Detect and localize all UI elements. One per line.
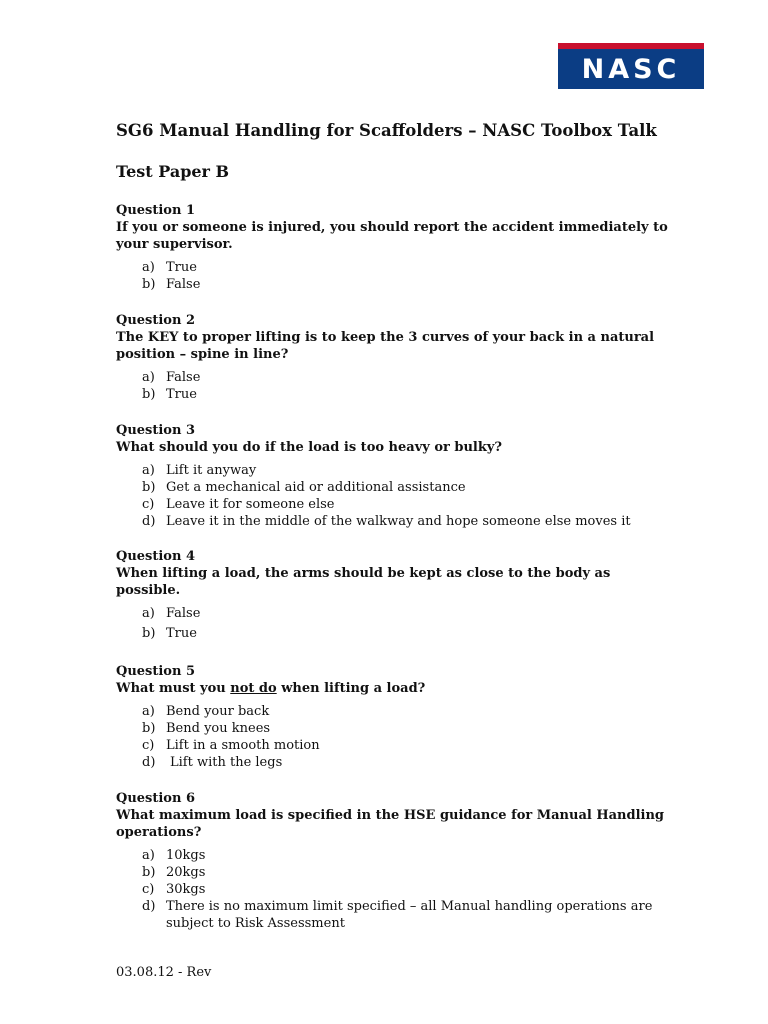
option-letter: a) (142, 848, 155, 863)
question-text-emphasis: not do (230, 681, 277, 696)
nasc-logo (558, 43, 704, 89)
option-letter: c) (142, 882, 155, 897)
question-text: What maximum load is specified in the HSE guidance for Manual Handling operations? (116, 808, 665, 840)
document-title: SG6 Manual Handling for Scaffolders – NASC Toolbox Talk (116, 121, 657, 140)
question-text-start: What must you (116, 681, 231, 696)
question-number: Question 2 (116, 313, 196, 328)
option (116, 496, 676, 513)
option (116, 737, 676, 754)
option-letter: a) (142, 463, 155, 478)
option (116, 703, 676, 720)
option (116, 881, 676, 898)
option (116, 369, 676, 386)
option-text: Lift it anyway (166, 463, 257, 478)
option-text: Get a mechanical aid or additional assistance (166, 480, 466, 495)
question-3 (116, 422, 676, 530)
option-letter: a) (142, 370, 155, 385)
option-letter: c) (142, 738, 155, 753)
option (116, 754, 676, 771)
option-text: False (166, 277, 201, 292)
option-letter: b) (142, 387, 156, 402)
option-text: 20kgs (166, 865, 206, 880)
question-5 (116, 663, 676, 771)
option-letter: b) (142, 626, 156, 641)
option (116, 720, 676, 737)
options-list (116, 462, 676, 530)
options-list (116, 605, 676, 642)
option-letter: b) (142, 865, 156, 880)
logo-text: NASC (581, 53, 681, 85)
option-letter: a) (142, 260, 155, 275)
option (116, 462, 676, 479)
option-text: False (166, 606, 201, 621)
option-text: True (166, 626, 197, 641)
option (116, 864, 676, 881)
option (116, 898, 676, 932)
footer-revision: 03.08.12 - Rev (116, 965, 212, 980)
question-number: Question 3 (116, 423, 196, 438)
options-list (116, 259, 676, 293)
option-text: True (166, 260, 197, 275)
question-text (116, 680, 676, 697)
option (116, 479, 676, 496)
option (116, 513, 676, 530)
option-text: There is no maximum limit specified – all Manual handling operations are subject to Risk Assessment (166, 899, 653, 931)
option-text: False (166, 370, 201, 385)
question-text: The KEY to proper lifting is to keep the 3 curves of your back in a natural position – spine in line? (116, 330, 655, 362)
option-letter: d) (142, 514, 156, 529)
option-letter: d) (142, 755, 156, 770)
option-text: Lift with the legs (170, 755, 283, 770)
question-number: Question 5 (116, 664, 196, 679)
option-letter: a) (142, 704, 155, 719)
question-text-end: when lifting a load? (276, 681, 426, 696)
option-text: Leave it for someone else (166, 497, 335, 512)
question-text: What should you do if the load is too heavy or bulky? (116, 440, 503, 455)
question-6 (116, 790, 676, 932)
option-letter: b) (142, 480, 156, 495)
option-text: Bend you knees (166, 721, 271, 736)
question-text: When lifting a load, the arms should be kept as close to the body as possible. (116, 566, 611, 598)
options-list (116, 369, 676, 403)
question-number: Question 1 (116, 203, 196, 218)
option (116, 625, 676, 642)
question-1 (116, 202, 676, 293)
question-4 (116, 548, 676, 642)
option-letter: b) (142, 721, 156, 736)
option (116, 259, 676, 276)
question-text: If you or someone is injured, you should report the accident immediately to your supervisor. (116, 220, 668, 252)
question-2 (116, 312, 676, 403)
option-text: Leave it in the middle of the walkway and hope someone else moves it (166, 514, 631, 529)
option-letter: d) (142, 899, 156, 914)
options-list (116, 703, 676, 771)
question-number: Question 4 (116, 549, 196, 564)
option (116, 276, 676, 293)
option (116, 386, 676, 403)
option (116, 605, 676, 622)
options-list (116, 847, 676, 932)
option-text: Bend your back (166, 704, 270, 719)
question-number: Question 6 (116, 791, 196, 806)
option-text: 10kgs (166, 848, 206, 863)
option-text: 30kgs (166, 882, 206, 897)
option-text: True (166, 387, 197, 402)
option-letter: c) (142, 497, 155, 512)
option-letter: b) (142, 277, 156, 292)
option-text: Lift in a smooth motion (166, 738, 320, 753)
option (116, 847, 676, 864)
document-subtitle: Test Paper B (116, 162, 230, 181)
option-letter: a) (142, 606, 155, 621)
